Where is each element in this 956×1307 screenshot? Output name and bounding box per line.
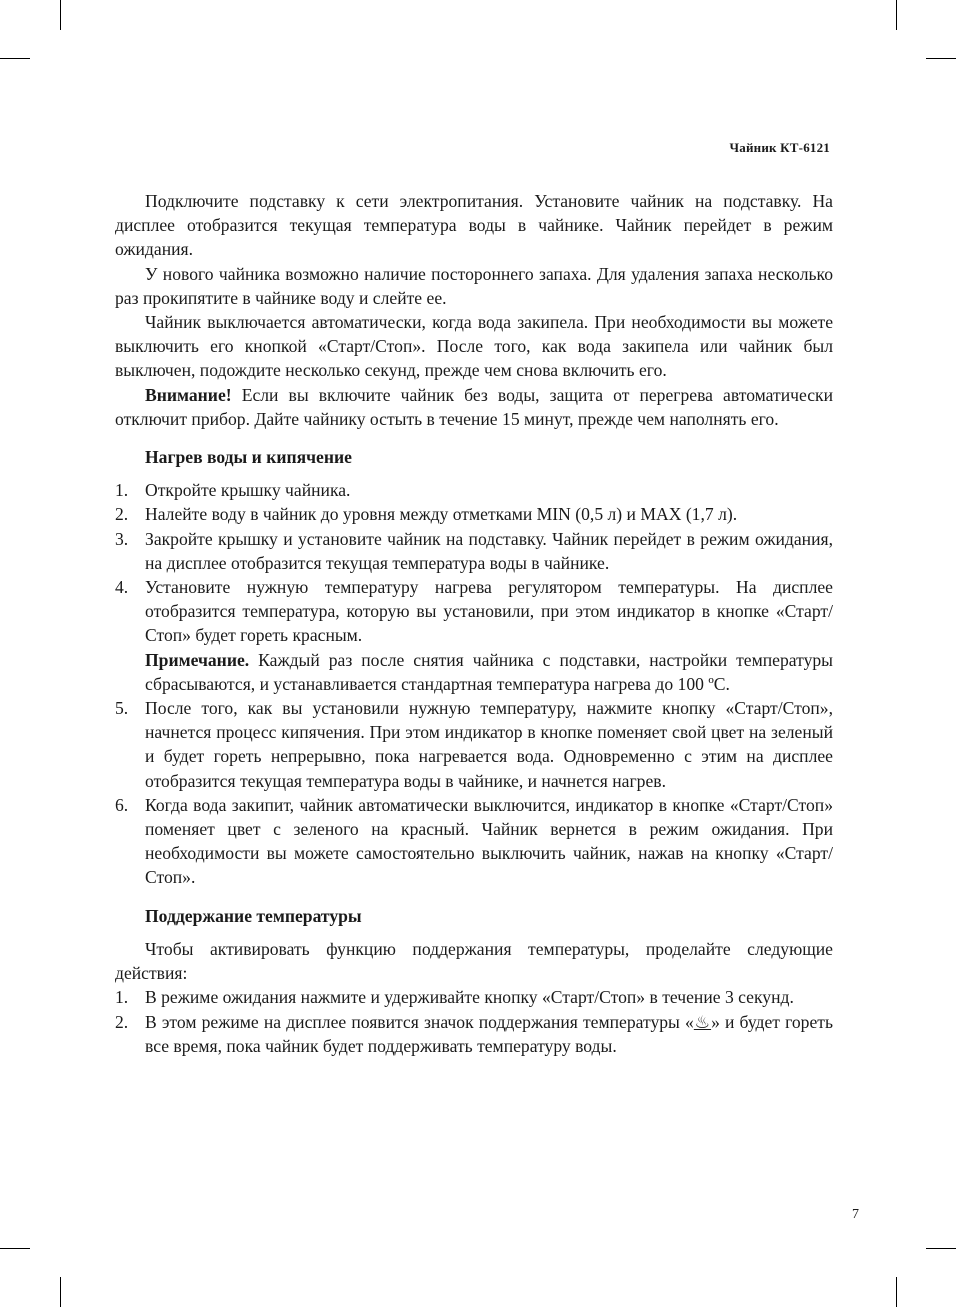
list-item xyxy=(115,575,833,696)
list-number: 2. xyxy=(115,1011,129,1032)
note-text: Каждый раз после снятия чайника с подставки, настройки температуры сбрасываются, и устанавливается стандартная температура нагрева до 100 ºС. xyxy=(145,649,833,694)
crop-mark xyxy=(926,58,956,59)
crop-mark xyxy=(60,1277,61,1307)
list-item-text: Установите нужную температуру нагрева регулятором температуры. На дисплее отобразится температура, которую вы установили, при этом индикатор в кнопке «Старт/Стоп» будет гореть красным. xyxy=(145,577,833,646)
list-item-text: Когда вода закипит, чайник автоматически выключится, индикатор в кнопке «Старт/Стоп» поменяет цвет с зеленого на красный. Чайник вернется в режим ожидания. При необходимости вы можете самостоятельно выключить чайник, нажав на кнопку «Старт/Стоп». xyxy=(145,794,833,888)
list-item xyxy=(115,793,833,890)
list-number: 3. xyxy=(115,528,129,549)
section-heading: Нагрев воды и кипячение xyxy=(145,447,352,468)
list-item-text: » и будет гореть все время, пока чайник будет поддерживать температуру воды. xyxy=(145,1011,833,1056)
list-item-text: После того, как вы установили нужную температуру, нажмите кнопку «Старт/Стоп», начнется процесс кипячения. При этом индикатор в кнопке поменяет свой цвет на зеленый и будет гореть непрерывно, пока нагревается вода. Одновременно с этим на дисплее отобразится текущая температура воды в чайнике, и начнется нагрев. xyxy=(145,698,833,791)
list-item xyxy=(115,696,833,793)
list-item-text: Откройте крышку чайника. xyxy=(145,480,351,501)
list-item-text: Закройте крышку и установите чайник на подставку. Чайник перейдет в режим ожидания, на дисплее отобразится текущая температура воды в чайнике. xyxy=(145,528,833,573)
warning-paragraph xyxy=(115,383,833,431)
paragraph: Чайник выключается автоматически, когда вода закипела. При необходимости вы можете выключить его кнопкой «Старт/Стоп». После того, как вода закипела или чайник был выключен, подождите несколько секунд, прежде чем снова включить его. xyxy=(115,312,833,381)
numbered-list xyxy=(115,985,833,1058)
paragraph: Чтобы активировать функцию поддержания температуры, проделайте следующие действия: xyxy=(115,938,833,984)
crop-mark xyxy=(60,0,61,30)
list-item-text: Налейте воду в чайник до уровня между отметками MIN (0,5 л) и MAX (1,7 л). xyxy=(145,504,738,525)
warning-text: Если вы включите чайник без воды, защита от перегрева автоматически отключит прибор. Дайте чайнику остыть в течение 15 минут, прежде чем наполнять его. xyxy=(115,384,833,429)
section-heading: Поддержание температуры xyxy=(145,905,362,926)
list-number: 4. xyxy=(115,577,129,598)
crop-mark xyxy=(926,1248,956,1249)
paragraph: Подключите подставку к сети электропитания. Установите чайник на подставку. На дисплее отобразится текущая температура воды в чайнике. Чайник перейдет в режим ожидания. xyxy=(115,191,833,260)
crop-mark xyxy=(0,1248,30,1249)
list-number: 6. xyxy=(115,794,129,815)
list-item xyxy=(115,1010,833,1058)
list-item-text: В режиме ожидания нажмите и удерживайте кнопку «Старт/Стоп» в течение 3 секунд. xyxy=(145,987,794,1008)
list-item xyxy=(115,985,833,1009)
list-number: 1. xyxy=(115,987,129,1008)
paragraph: У нового чайника возможно наличие постороннего запаха. Для удаления запаха несколько раз прокипятите в чайнике воду и слейте ее. xyxy=(115,263,833,308)
crop-mark xyxy=(896,1277,897,1307)
list-item xyxy=(115,478,833,502)
running-header: Чайник КТ-6121 xyxy=(729,140,830,155)
page-content xyxy=(115,189,833,1058)
list-item-text: В этом режиме на дисплее появится значок поддержания температуры « xyxy=(145,1011,694,1032)
list-number: 5. xyxy=(115,698,129,719)
list-number: 2. xyxy=(115,504,129,525)
note-label: Примечание. xyxy=(145,649,250,670)
numbered-list xyxy=(115,478,833,889)
list-item xyxy=(115,502,833,526)
list-number: 1. xyxy=(115,480,129,501)
crop-mark xyxy=(0,58,30,59)
page-number: 7 xyxy=(852,1207,859,1222)
list-item xyxy=(115,527,833,575)
warning-label: Внимание! xyxy=(145,384,232,405)
note xyxy=(145,648,833,696)
keep-warm-icon: ♨ xyxy=(693,1011,712,1032)
crop-mark xyxy=(896,0,897,30)
